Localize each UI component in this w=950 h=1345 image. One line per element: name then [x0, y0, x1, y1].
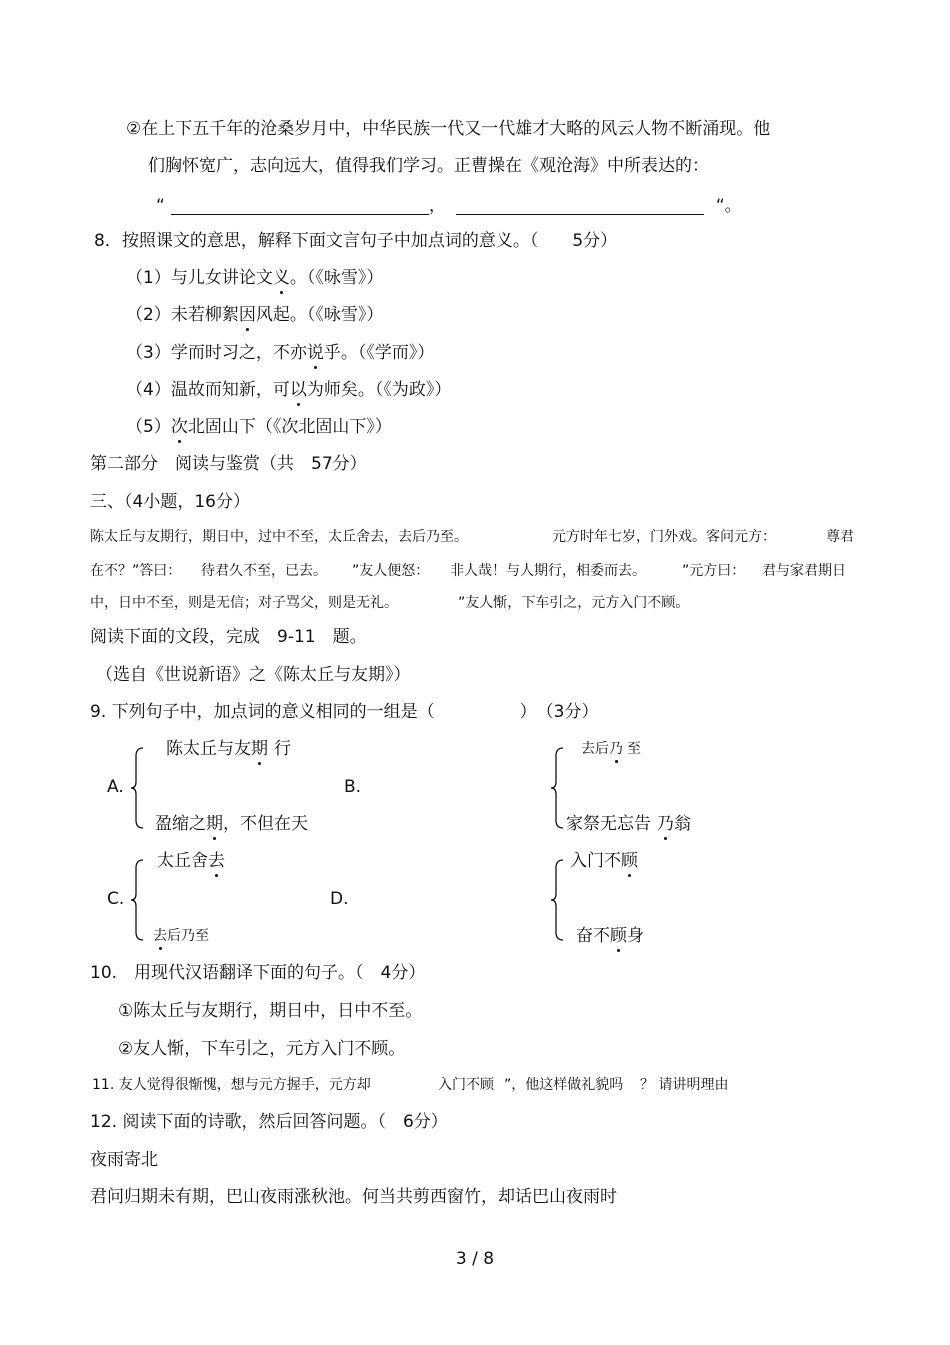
- section-3-title: 三、（4小题，16分）: [90, 492, 250, 512]
- passage-line2d: 非人哉！与人期行，相委而去。: [450, 563, 646, 579]
- passage-line2a: 在不？”答曰：: [90, 563, 182, 579]
- passage-line2c: ”友人便怒：: [352, 563, 430, 579]
- close-quote: “。: [715, 196, 742, 216]
- passage-line1b: 元方时年七岁，门外戏。客问元方：: [552, 529, 776, 545]
- passage-line3a: 中，日中不至，则是无信；对子骂父，则是无礼。: [90, 595, 398, 611]
- q10-stem: 10. 用现代汉语翻译下面的句子。（ 4分）: [90, 963, 426, 983]
- option-c-bottom: 去后乃至: [153, 928, 209, 944]
- q10-sentence-2: ②友人惭，下车引之，元方入门不顾。: [118, 1039, 406, 1059]
- passage-line1c: 尊君: [826, 529, 854, 545]
- option-d-bottom: 奋不顾身: [576, 926, 644, 946]
- option-c-brace: [130, 858, 146, 942]
- option-a-brace: [130, 746, 146, 830]
- option-a-label: A.: [107, 777, 124, 797]
- option-b-brace: [550, 746, 566, 830]
- part2-title: 第二部分 阅读与鉴赏（共 57分）: [90, 454, 367, 474]
- q8-item-2: （2）未若柳絮因风起。（《咏雪》）: [126, 305, 384, 325]
- q12-stem: 12. 阅读下面的诗歌，然后回答问题。（ 6分）: [90, 1112, 448, 1132]
- poem-title: 夜雨寄北: [90, 1150, 158, 1170]
- passage-source: （选自《世说新语》之《陈太丘与友期》）: [96, 665, 411, 685]
- q9-stem: 9. 下列句子中，加点词的意义相同的一组是（ ） （3分）: [90, 702, 599, 722]
- comma: ，: [428, 196, 446, 216]
- q8-item-1: （1）与儿女讲论文义。（《咏雪》）: [126, 268, 384, 288]
- reading-instruction: 阅读下面的文段，完成 9-11 题。: [90, 627, 367, 647]
- option-c-top: 太丘舍去: [157, 851, 225, 871]
- passage-line2e: ”元方曰：: [682, 563, 746, 579]
- page-number: 3 / 8: [455, 1249, 495, 1269]
- option-a-top: 陈太丘与友期 行: [166, 739, 291, 759]
- option-d-top: 入门不顾: [570, 851, 638, 871]
- q11-part-d: ？ 请讲明理由: [640, 1077, 729, 1093]
- q11-part-b: 入门不顾: [438, 1077, 494, 1093]
- answer-blank-2[interactable]: [456, 196, 704, 215]
- passage-line3b: ”友人惭，下车引之，元方入门不顾。: [458, 595, 690, 611]
- q7-line1: ②在上下五千年的沧桑岁月中，中华民族一代又一代雄才大略的风云人物不断涌现。他: [126, 119, 771, 139]
- q7-answer-line: [156, 196, 742, 215]
- open-quote: “: [156, 196, 165, 216]
- q7-line2: 们胸怀宽广，志向远大，值得我们学习。正曹操在《观沧海》中所表达的：: [148, 156, 709, 176]
- passage-line2b: 待君久不至，已去。: [201, 563, 327, 579]
- q11-part-c: ”，他这样做礼貌吗: [504, 1077, 624, 1093]
- poem-text: 君问归期未有期，巴山夜雨涨秋池。何当共剪西窗竹，却话巴山夜雨时: [90, 1187, 617, 1207]
- q8-item-3: （3）学而时习之，不亦说乎。（《学而》）: [126, 343, 435, 363]
- answer-blank-1[interactable]: [171, 196, 429, 215]
- option-b-top: 去后乃 至: [581, 741, 641, 757]
- option-d-brace: [550, 858, 566, 942]
- q8-item-5: （5）次北固山下（《次北固山下》）: [126, 417, 392, 437]
- q8-stem: 8．按照课文的意思，解释下面文言句子中加点词的意义。（ 5分）: [94, 231, 618, 251]
- q10-sentence-1: ①陈太丘与友期行，期日中，日中不至。: [118, 1001, 423, 1021]
- option-b-bottom: 家祭无忘告 乃翁: [566, 814, 691, 834]
- q11-part-a: 11. 友人觉得很惭愧，想与元方握手，元方却: [92, 1077, 371, 1093]
- option-c-label: C.: [107, 889, 125, 909]
- option-a-bottom: 盈缩之期，不但在天: [155, 814, 308, 834]
- q8-item-4: （4）温故而知新，可以为师矣。（《为政》）: [126, 380, 452, 400]
- passage-line1a: 陈太丘与友期行，期日中，过中不至，太丘舍去，去后乃至。: [90, 529, 468, 545]
- option-d-label: D.: [330, 889, 349, 909]
- option-b-label: B.: [344, 777, 362, 797]
- passage-line2f: 君与家君期日: [762, 563, 846, 579]
